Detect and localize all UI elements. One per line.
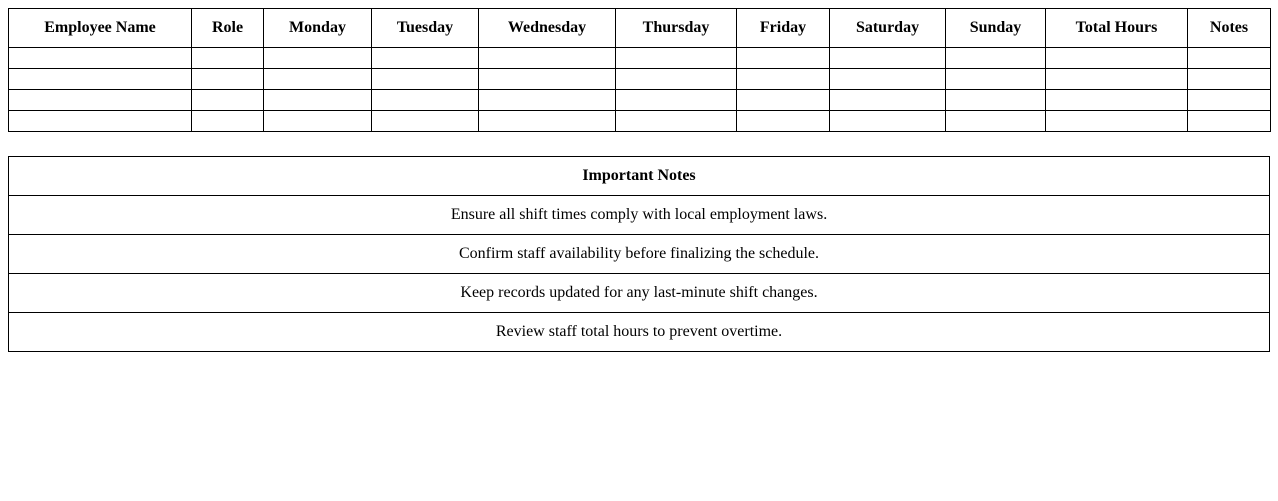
- schedule-table: [8, 8, 1271, 132]
- table-cell: [1188, 69, 1271, 90]
- table-cell: [9, 69, 192, 90]
- table-row: [9, 111, 1271, 132]
- table-cell: [479, 48, 616, 69]
- table-cell: [192, 69, 264, 90]
- header-wednesday: Wednesday: [479, 9, 616, 48]
- table-cell: [946, 48, 1046, 69]
- table-cell: [1046, 69, 1188, 90]
- table-cell: [616, 69, 737, 90]
- table-cell: [1046, 48, 1188, 69]
- table-cell: [616, 48, 737, 69]
- table-cell: [737, 48, 830, 69]
- table-cell: [1188, 111, 1271, 132]
- table-cell: [479, 111, 616, 132]
- table-cell: [616, 111, 737, 132]
- table-cell: [737, 90, 830, 111]
- table-cell: [830, 90, 946, 111]
- table-cell: [737, 69, 830, 90]
- important-notes-table: [8, 156, 1270, 352]
- table-row: [9, 90, 1271, 111]
- list-item: [9, 313, 1270, 352]
- header-total-hours: Total Hours: [1046, 9, 1188, 48]
- table-cell: [192, 48, 264, 69]
- header-tuesday: Tuesday: [372, 9, 479, 48]
- note-text: Ensure all shift times comply with local employment laws.: [9, 196, 1270, 235]
- list-item: [9, 196, 1270, 235]
- table-cell: [946, 111, 1046, 132]
- schedule-header-row: [9, 9, 1271, 48]
- table-cell: [372, 48, 479, 69]
- table-cell: [1046, 111, 1188, 132]
- table-cell: [830, 111, 946, 132]
- table-cell: [264, 111, 372, 132]
- table-cell: [372, 111, 479, 132]
- note-text: Keep records updated for any last-minute shift changes.: [9, 274, 1270, 313]
- header-employee-name: Employee Name: [9, 9, 192, 48]
- table-cell: [616, 90, 737, 111]
- table-cell: [1188, 90, 1271, 111]
- table-cell: [192, 90, 264, 111]
- table-cell: [9, 48, 192, 69]
- table-cell: [264, 48, 372, 69]
- note-text: Review staff total hours to prevent overtime.: [9, 313, 1270, 352]
- table-cell: [479, 90, 616, 111]
- header-thursday: Thursday: [616, 9, 737, 48]
- header-saturday: Saturday: [830, 9, 946, 48]
- table-cell: [9, 90, 192, 111]
- notes-title: Important Notes: [9, 157, 1270, 196]
- table-cell: [946, 69, 1046, 90]
- table-cell: [372, 90, 479, 111]
- header-role: Role: [192, 9, 264, 48]
- table-row: [9, 69, 1271, 90]
- table-cell: [264, 90, 372, 111]
- table-cell: [9, 111, 192, 132]
- table-row: [9, 48, 1271, 69]
- notes-header-row: [9, 157, 1270, 196]
- table-cell: [946, 90, 1046, 111]
- header-notes: Notes: [1188, 9, 1271, 48]
- table-cell: [737, 111, 830, 132]
- table-cell: [830, 48, 946, 69]
- table-cell: [830, 69, 946, 90]
- header-sunday: Sunday: [946, 9, 1046, 48]
- list-item: [9, 235, 1270, 274]
- list-item: [9, 274, 1270, 313]
- table-cell: [1046, 90, 1188, 111]
- table-cell: [264, 69, 372, 90]
- table-cell: [479, 69, 616, 90]
- header-monday: Monday: [264, 9, 372, 48]
- table-cell: [192, 111, 264, 132]
- header-friday: Friday: [737, 9, 830, 48]
- table-cell: [1188, 48, 1271, 69]
- note-text: Confirm staff availability before finalizing the schedule.: [9, 235, 1270, 274]
- table-cell: [372, 69, 479, 90]
